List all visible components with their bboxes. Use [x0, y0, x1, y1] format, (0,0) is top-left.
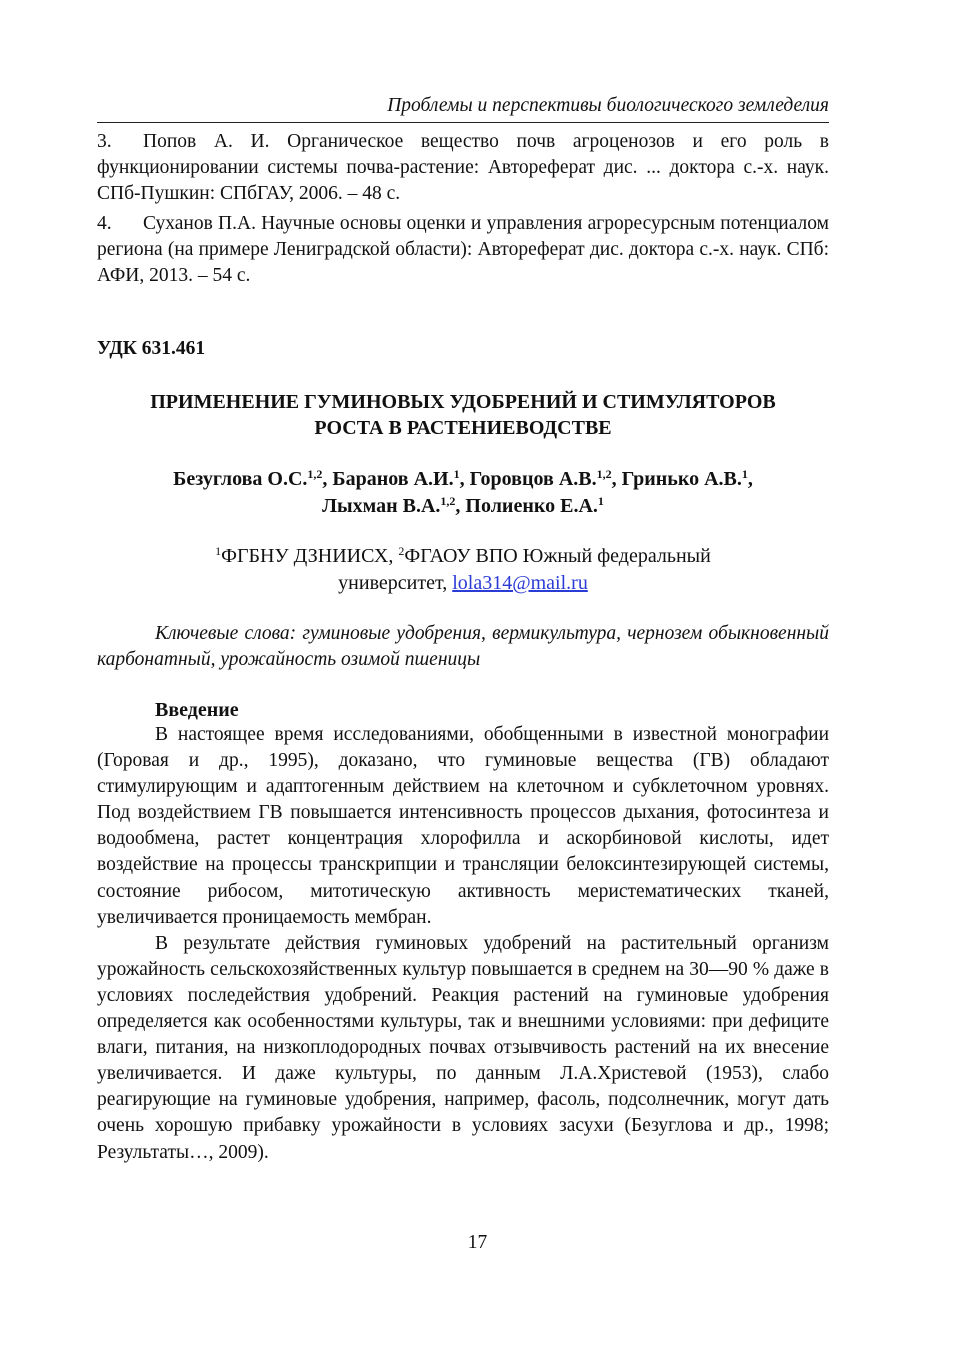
title-line: ПРИМЕНЕНИЕ ГУМИНОВЫХ УДОБРЕНИЙ И СТИМУЛЯТОРОВ [150, 391, 776, 413]
author-name: Горовцов А.В. [469, 468, 597, 490]
author-name: Лыхман В.А. [322, 495, 441, 517]
author-affiliation: 1,2 [307, 467, 323, 481]
affiliation-line: $^1$ФГБНУ ДЗНИИСХ, $^2$ФГАОУ ВПО Южный федеральный [215, 544, 711, 567]
udk-code: УДК 631.461 [97, 338, 206, 359]
author-affiliation: 1 [453, 467, 460, 481]
paragraph: В результате действия гуминовых удобрений на растительный организм урожайность сельскохозяйственных культур повышается в среднем на 30—90 % даже в условиях последействия удобрений. Реакция растений на гуминовые удобрения определяется как особенностями культуры, так и внешними условиями: при дефиците влаги, питания, на низкоплодородных почвах отзывчивость растений на их внесение увеличивается. И даже культуры, по данным Л.А.Христевой (1953), слабо реагирующие на гуминовые удобрения, например, фасоль, подсолнечник, могут дать очень хорошую прибавку урожайности в условиях засухи (Безуглова и др., 1998; Результаты…, 2009). [97, 932, 829, 1163]
author-line: Лыхман В.А.$^{1,2}$, Полиенко Е.А.$^1$ [322, 494, 604, 517]
paragraph: В настоящее время исследованиями, обобщенными в известной монографии (Горовая и др., 1995), доказано, что гуминовые вещества (ГВ) обладают стимулирующим и адаптогенным действием на клеточном и субклеточном уровнях. Под воздействием ГВ повышается интенсивность процессов дыхания, фотосинтеза и водообмена, растет концентрация хлорофилла и аскорбиновой кислоты, идет воздействие на процессы транскрипции и трансляции белоксинтезирующей системы, состояние рибосом, митотическую активность меристематических тканей, увеличивается проницаемость мембран. [97, 724, 829, 928]
reference-item [97, 129, 829, 207]
keywords: Ключевые слова: гуминовые удобрения, вермикультура, чернозем обыкновенный карбонатный, урожайность озимой пшеницы [97, 623, 829, 670]
reference-text: Суханов П.А. Научные основы оценки и управления агроресурсным потенциалом региона (на примере Лениградской области): Автореферат дис. доктора с.-х. наук. СПб: АФИ, 2013. – 54 с. [97, 213, 829, 286]
reference-number: 4. [97, 213, 112, 234]
page-number: 17 [467, 1232, 488, 1253]
article-title [97, 389, 829, 441]
running-header: Проблемы и перспективы биологического земледелия [97, 94, 829, 123]
author-affiliation: 1,2 [440, 494, 456, 508]
reference-list [97, 129, 829, 293]
author-affiliation: 1 [741, 467, 748, 481]
author-affiliation: 1,2 [596, 467, 612, 481]
author-name: Полиенко Е.А. [465, 495, 598, 517]
title-line: РОСТА В РАСТЕНИЕВОДСТВЕ [314, 417, 612, 439]
section-heading-introduction: Введение [155, 699, 239, 721]
author-name: Баранов А.И. [332, 468, 454, 490]
reference-item [97, 211, 829, 289]
reference-text: Попов А. И. Органическое вещество почв агроценозов и его роль в функционировании системы почва-растение: Автореферат дис. ... доктора с.-х. наук. СПб-Пушкин: СПбГАУ, 2006. – 48 с. [97, 131, 829, 204]
author-name: Гринько А.В. [621, 468, 742, 490]
affiliation-block [97, 543, 829, 597]
author-line: Безуглова О.С.$^{1,2}$, Баранов А.И.$^1$, Горовцов А.В.$^{1,2}$, Гринько А.В.$^1$, [173, 467, 753, 490]
affiliation-line: университет, lola314@mail.ru [338, 572, 588, 594]
author-name: Безуглова О.С. [173, 468, 308, 490]
email-link[interactable]: lola314@mail.ru [452, 572, 588, 594]
reference-number: 3. [97, 131, 112, 152]
author-list [97, 466, 829, 520]
author-affiliation: 1 [597, 494, 604, 508]
body-text [97, 722, 829, 1166]
